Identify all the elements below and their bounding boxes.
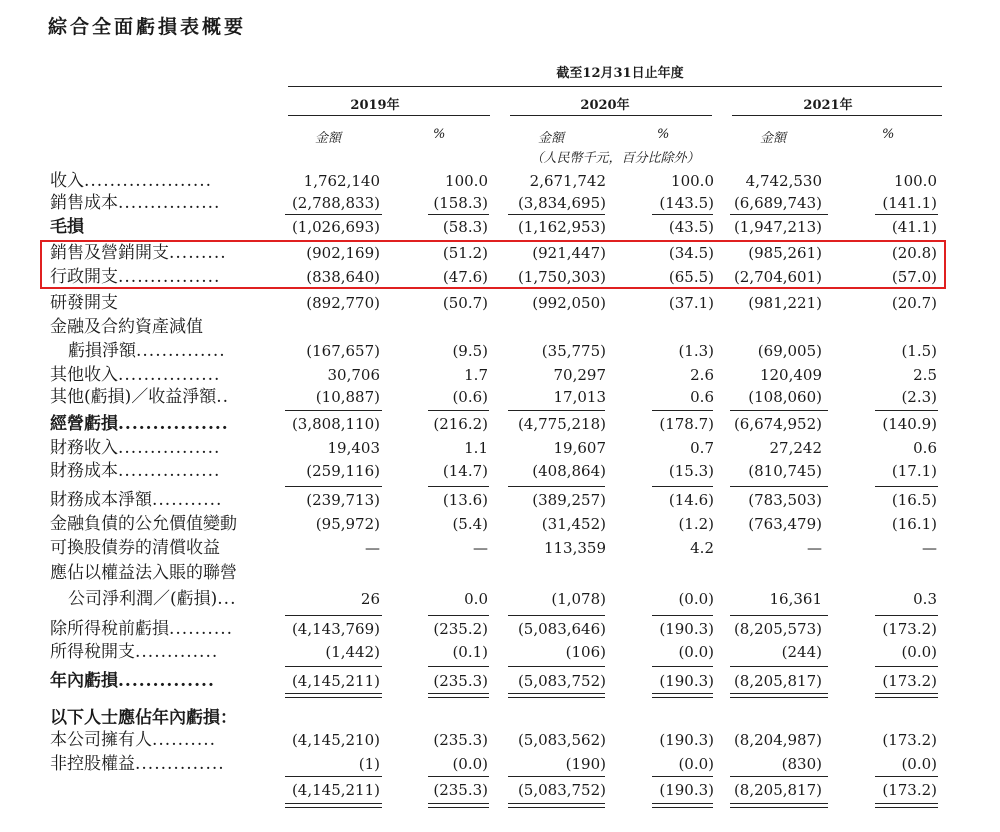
- amount-cell: (259,116): [306, 462, 380, 480]
- row-label: [50, 641, 262, 663]
- amount-cell: 27,242: [769, 439, 822, 457]
- total-double-rule: [508, 697, 605, 698]
- percent-cell: 2.5: [913, 366, 937, 384]
- leader-dots: ................: [118, 438, 221, 458]
- percent-cell: (20.8): [891, 244, 937, 262]
- highlight-box: [40, 240, 946, 289]
- total-double-rule: [875, 807, 938, 808]
- percent-cell: (16.5): [891, 491, 937, 509]
- percent-cell: (173.2): [882, 781, 937, 799]
- row-label-text: 收入: [50, 171, 84, 191]
- total-double-rule: [652, 697, 713, 698]
- table-row: [0, 588, 1000, 610]
- percent-cell: (37.1): [668, 294, 714, 312]
- subtotal-rule: [428, 214, 489, 215]
- percent-cell: (0.0): [452, 755, 488, 773]
- amount-cell: (783,503): [748, 491, 822, 509]
- amount-cell: (5,083,752): [517, 781, 606, 799]
- row-label: [50, 513, 262, 535]
- amount-cell: (2,788,833): [291, 194, 380, 212]
- row-label-text: 金融負債的公允價值變動: [50, 514, 237, 534]
- amount-cell: (408,864): [532, 462, 606, 480]
- row-label: [50, 413, 262, 435]
- year-rule-2021: [732, 115, 942, 116]
- total-double-rule: [730, 807, 828, 808]
- period-header: 截至12月31日止年度: [556, 66, 684, 81]
- subtotal-rule: [875, 615, 938, 616]
- amount-cell: (2,704,601): [733, 268, 822, 286]
- row-label-text: 金融及合約資產減值: [50, 317, 203, 337]
- percent-header-2020: %: [657, 127, 670, 142]
- row-label-text: 所得稅開支: [50, 642, 135, 662]
- percent-cell: (50.7): [442, 294, 488, 312]
- percent-cell: (14.6): [668, 491, 714, 509]
- row-label: [50, 364, 262, 386]
- subtotal-rule: [652, 615, 713, 616]
- row-label-text: 其他(虧損)／收益淨額: [50, 387, 217, 407]
- total-double-rule: [285, 803, 382, 804]
- percent-cell: (140.9): [882, 415, 937, 433]
- amount-cell: (1,078): [551, 590, 606, 608]
- leader-dots: ..............: [118, 671, 215, 691]
- percent-cell: (65.5): [668, 268, 714, 286]
- row-label-text: 公司淨利潤／(虧損): [68, 589, 218, 609]
- total-double-rule: [508, 693, 605, 694]
- leader-dots: ................: [118, 461, 221, 481]
- row-label: [50, 460, 262, 482]
- amount-cell: (3,834,695): [517, 194, 606, 212]
- percent-cell: (0.1): [452, 643, 488, 661]
- table-row: [0, 413, 1000, 435]
- amount-cell: 1,762,140: [303, 172, 380, 190]
- percent-cell: (1.2): [678, 515, 714, 533]
- amount-cell: (810,745): [748, 462, 822, 480]
- amount-cell: (190): [565, 755, 606, 773]
- table-row: [0, 364, 1000, 386]
- amount-cell: (69,005): [757, 342, 822, 360]
- amount-cell: 19,403: [327, 439, 380, 457]
- row-label-text: 可換股債券的清償收益: [50, 538, 220, 558]
- percent-cell: 4.2: [690, 539, 714, 557]
- leader-dots: ................: [118, 267, 221, 287]
- percent-cell: (190.3): [659, 672, 714, 690]
- year-2021: 2021年: [803, 98, 853, 113]
- leader-dots: ....................: [84, 171, 213, 191]
- percent-cell: (173.2): [882, 672, 937, 690]
- amount-cell: (1,162,953): [517, 218, 606, 236]
- percent-cell: (141.1): [882, 194, 937, 212]
- table-row: [0, 292, 1000, 314]
- percent-cell: (0.0): [678, 755, 714, 773]
- row-label-text: 本公司擁有人: [50, 730, 152, 750]
- percent-cell: (13.6): [442, 491, 488, 509]
- percent-cell: (173.2): [882, 731, 937, 749]
- percent-cell: —: [922, 539, 937, 557]
- row-label: [50, 618, 262, 640]
- row-label: [50, 386, 262, 408]
- total-double-rule: [428, 803, 489, 804]
- subtotal-rule: [508, 410, 605, 411]
- amount-header-2020: 金額: [538, 131, 565, 146]
- leader-dots: ..............: [136, 341, 226, 361]
- amount-cell: (1): [358, 755, 380, 773]
- row-label: [50, 216, 262, 238]
- amount-cell: (106): [565, 643, 606, 661]
- subtotal-rule: [428, 776, 489, 777]
- amount-cell: (10,887): [315, 388, 380, 406]
- amount-cell: —: [365, 539, 380, 557]
- percent-cell: (1.5): [901, 342, 937, 360]
- amount-cell: (4,775,218): [517, 415, 606, 433]
- percent-cell: (235.2): [433, 620, 488, 638]
- percent-cell: (190.3): [659, 620, 714, 638]
- row-label-text: 非控股權益: [50, 754, 135, 774]
- amount-cell: 113,359: [543, 539, 606, 557]
- row-label-text: 應佔以權益法入賬的聯營: [50, 563, 237, 583]
- subtotal-rule: [652, 666, 713, 667]
- amount-cell: (902,169): [306, 244, 380, 262]
- percent-cell: (0.0): [678, 643, 714, 661]
- amount-cell: (8,204,987): [733, 731, 822, 749]
- row-label: [50, 729, 262, 751]
- percent-cell: 0.6: [690, 388, 714, 406]
- amount-cell: (31,452): [541, 515, 606, 533]
- amount-cell: 70,297: [553, 366, 606, 384]
- percent-cell: 1.7: [464, 366, 488, 384]
- total-double-rule: [730, 693, 828, 694]
- amount-cell: 26: [360, 590, 380, 608]
- row-label-text: 財務收入: [50, 438, 118, 458]
- percent-cell: (47.6): [442, 268, 488, 286]
- subtotal-rule: [730, 776, 828, 777]
- subtotal-rule: [730, 214, 828, 215]
- subtotal-rule: [428, 666, 489, 667]
- amount-cell: 19,607: [553, 439, 606, 457]
- amount-cell: (4,143,769): [291, 620, 380, 638]
- subtotal-rule: [285, 410, 382, 411]
- row-label: [68, 588, 262, 610]
- amount-cell: (892,770): [306, 294, 380, 312]
- table-row: [0, 641, 1000, 663]
- row-label-text: 經營虧損: [50, 414, 118, 434]
- percent-cell: (0.6): [452, 388, 488, 406]
- percent-cell: (41.1): [891, 218, 937, 236]
- percent-cell: (158.3): [433, 194, 488, 212]
- percent-cell: (235.3): [433, 672, 488, 690]
- percent-cell: 0.3: [913, 590, 937, 608]
- amount-cell: —: [807, 539, 822, 557]
- amount-cell: (992,050): [532, 294, 606, 312]
- subtotal-rule: [508, 666, 605, 667]
- percent-cell: 2.6: [690, 366, 714, 384]
- row-label-text: 以下人士應佔年內虧損：: [50, 708, 237, 728]
- percent-cell: (16.1): [891, 515, 937, 533]
- subtotal-rule: [508, 486, 605, 487]
- table-row: [0, 340, 1000, 362]
- percent-cell: 0.7: [690, 439, 714, 457]
- percent-cell: (190.3): [659, 731, 714, 749]
- year-rule-2020: [510, 115, 712, 116]
- percent-header-2021: %: [882, 127, 895, 142]
- row-label-text: 銷售及營銷開支: [50, 243, 169, 263]
- subtotal-rule: [652, 776, 713, 777]
- total-double-rule: [875, 803, 938, 804]
- amount-cell: 120,409: [759, 366, 822, 384]
- table-row: [0, 192, 1000, 214]
- percent-cell: (5.4): [452, 515, 488, 533]
- percent-cell: (173.2): [882, 620, 937, 638]
- subtotal-rule: [285, 486, 382, 487]
- amount-cell: (4,145,210): [291, 731, 380, 749]
- amount-cell: (5,083,562): [517, 731, 606, 749]
- amount-cell: (244): [781, 643, 822, 661]
- subtotal-rule: [285, 615, 382, 616]
- subtotal-rule: [508, 615, 605, 616]
- amount-cell: 30,706: [327, 366, 380, 384]
- subtotal-rule: [428, 410, 489, 411]
- percent-cell: (51.2): [442, 244, 488, 262]
- amount-cell: (830): [781, 755, 822, 773]
- total-double-rule: [875, 693, 938, 694]
- subtotal-rule: [652, 486, 713, 487]
- percent-cell: 1.1: [464, 439, 488, 457]
- subtotal-rule: [875, 214, 938, 215]
- total-double-rule: [285, 697, 382, 698]
- total-double-rule: [508, 807, 605, 808]
- subtotal-rule: [508, 214, 605, 215]
- row-label: [68, 340, 262, 362]
- subtotal-rule: [730, 410, 828, 411]
- percent-cell: (190.3): [659, 781, 714, 799]
- subtotal-rule: [285, 776, 382, 777]
- table-row: [0, 460, 1000, 482]
- amount-cell: (981,221): [748, 294, 822, 312]
- percent-cell: (34.5): [668, 244, 714, 262]
- table-row: [0, 489, 1000, 511]
- row-label-text: 銷售成本: [50, 193, 118, 213]
- amount-cell: (8,205,817): [733, 672, 822, 690]
- row-label-text: 行政開支: [50, 267, 118, 287]
- leader-dots: ................: [118, 193, 221, 213]
- leader-dots: ................: [118, 414, 229, 434]
- percent-cell: (20.7): [891, 294, 937, 312]
- percent-cell: 0.6: [913, 439, 937, 457]
- leader-dots: .........: [169, 243, 227, 263]
- table-row: [0, 562, 1000, 584]
- leader-dots: .............: [135, 642, 219, 662]
- percent-cell: 0.0: [464, 590, 488, 608]
- subtotal-rule: [875, 776, 938, 777]
- percent-cell: (235.3): [433, 731, 488, 749]
- percent-cell: (178.7): [659, 415, 714, 433]
- amount-cell: (6,674,952): [733, 415, 822, 433]
- document-title: 綜合全面虧損表概要: [48, 16, 247, 38]
- amount-cell: (1,750,303): [517, 268, 606, 286]
- amount-cell: (95,972): [315, 515, 380, 533]
- percent-cell: (235.3): [433, 781, 488, 799]
- amount-cell: (4,145,211): [291, 781, 380, 799]
- subtotal-rule: [428, 486, 489, 487]
- period-rule: [288, 86, 942, 87]
- percent-cell: (1.3): [678, 342, 714, 360]
- row-label-text: 財務成本: [50, 461, 118, 481]
- leader-dots: ...........: [152, 490, 223, 510]
- total-double-rule: [730, 803, 828, 804]
- row-label: [50, 707, 262, 729]
- subtotal-rule: [875, 486, 938, 487]
- row-label: [50, 670, 262, 692]
- amount-cell: 17,013: [553, 388, 606, 406]
- percent-header-2019: %: [433, 127, 446, 142]
- row-label-text: 財務成本淨額: [50, 490, 152, 510]
- amount-cell: (8,205,573): [733, 620, 822, 638]
- amount-cell: (35,775): [541, 342, 606, 360]
- table-row: [0, 170, 1000, 192]
- table-row: [0, 753, 1000, 775]
- row-label-text: 毛損: [50, 217, 84, 237]
- year-2020: 2020年: [580, 98, 630, 113]
- leader-dots: ...: [217, 589, 237, 609]
- amount-cell: (3,808,110): [291, 415, 380, 433]
- amount-cell: (8,205,817): [733, 781, 822, 799]
- amount-cell: (239,713): [306, 491, 380, 509]
- percent-cell: (2.3): [901, 388, 937, 406]
- amount-cell: (5,083,752): [517, 672, 606, 690]
- total-double-rule: [428, 693, 489, 694]
- row-label: [50, 753, 262, 775]
- percent-cell: (216.2): [433, 415, 488, 433]
- percent-cell: 100.0: [671, 172, 714, 190]
- total-double-rule: [428, 697, 489, 698]
- amount-cell: 4,742,530: [745, 172, 822, 190]
- table-row: [0, 386, 1000, 408]
- subtotal-rule: [285, 214, 382, 215]
- row-label: [50, 170, 262, 192]
- table-row: [0, 707, 1000, 729]
- row-label-text: 其他收入: [50, 365, 118, 385]
- table-row: [0, 670, 1000, 692]
- subtotal-rule: [508, 776, 605, 777]
- table-row: [0, 729, 1000, 751]
- amount-cell: (167,657): [306, 342, 380, 360]
- amount-cell: (1,442): [325, 643, 380, 661]
- row-label-text: 研發開支: [50, 293, 118, 313]
- row-label: [50, 292, 262, 314]
- unit-note: （人民幣千元，百分比除外）: [530, 151, 700, 166]
- subtotal-rule: [428, 615, 489, 616]
- year-2019: 2019年: [350, 98, 400, 113]
- percent-cell: (0.0): [901, 755, 937, 773]
- table-row: [0, 537, 1000, 559]
- total-double-rule: [428, 807, 489, 808]
- row-label: [50, 192, 262, 214]
- leader-dots: ..............: [135, 754, 225, 774]
- percent-cell: (15.3): [668, 462, 714, 480]
- subtotal-rule: [875, 666, 938, 667]
- amount-cell: (763,479): [748, 515, 822, 533]
- subtotal-rule: [875, 410, 938, 411]
- table-row: [0, 779, 1000, 801]
- amount-header-2021: 金額: [760, 131, 787, 146]
- amount-cell: (108,060): [748, 388, 822, 406]
- subtotal-rule: [730, 486, 828, 487]
- amount-cell: (838,640): [306, 268, 380, 286]
- percent-cell: 100.0: [894, 172, 937, 190]
- row-label-text: 除所得稅前虧損: [50, 619, 169, 639]
- subtotal-rule: [730, 666, 828, 667]
- percent-cell: (57.0): [891, 268, 937, 286]
- amount-cell: (1,026,693): [291, 218, 380, 236]
- percent-cell: (14.7): [442, 462, 488, 480]
- percent-cell: (58.3): [442, 218, 488, 236]
- leader-dots: ..........: [169, 619, 234, 639]
- percent-cell: (43.5): [668, 218, 714, 236]
- percent-cell: —: [473, 539, 488, 557]
- total-double-rule: [730, 697, 828, 698]
- amount-cell: (985,261): [748, 244, 822, 262]
- leader-dots: ..........: [152, 730, 217, 750]
- leader-dots: ..: [216, 387, 230, 407]
- amount-cell: (6,689,743): [733, 194, 822, 212]
- percent-cell: (17.1): [891, 462, 937, 480]
- table-row: [0, 316, 1000, 338]
- table-row: [0, 216, 1000, 238]
- amount-cell: (921,447): [532, 244, 606, 262]
- percent-cell: (9.5): [452, 342, 488, 360]
- row-label: [50, 562, 262, 584]
- row-label-text: 年內虧損: [50, 671, 118, 691]
- row-label: [50, 437, 262, 459]
- percent-cell: (143.5): [659, 194, 714, 212]
- table-row: [0, 437, 1000, 459]
- amount-cell: (1,947,213): [733, 218, 822, 236]
- total-double-rule: [285, 807, 382, 808]
- row-label: [50, 537, 262, 559]
- leader-dots: ................: [118, 365, 221, 385]
- amount-cell: (5,083,646): [517, 620, 606, 638]
- subtotal-rule: [730, 615, 828, 616]
- total-double-rule: [652, 807, 713, 808]
- total-double-rule: [652, 803, 713, 804]
- subtotal-rule: [652, 214, 713, 215]
- percent-cell: (0.0): [901, 643, 937, 661]
- amount-header-2019: 金額: [315, 131, 342, 146]
- subtotal-rule: [285, 666, 382, 667]
- row-label-text: 虧損淨額: [68, 341, 136, 361]
- row-label: [50, 489, 262, 511]
- total-double-rule: [652, 693, 713, 694]
- total-double-rule: [285, 693, 382, 694]
- row-label: [50, 316, 262, 338]
- subtotal-rule: [652, 410, 713, 411]
- total-double-rule: [508, 803, 605, 804]
- amount-cell: (4,145,211): [291, 672, 380, 690]
- amount-cell: (389,257): [532, 491, 606, 509]
- amount-cell: 2,671,742: [529, 172, 606, 190]
- table-row: [0, 513, 1000, 535]
- amount-cell: 16,361: [769, 590, 822, 608]
- percent-cell: 100.0: [445, 172, 488, 190]
- percent-cell: (0.0): [678, 590, 714, 608]
- total-double-rule: [875, 697, 938, 698]
- year-rule-2019: [288, 115, 490, 116]
- table-row: [0, 618, 1000, 640]
